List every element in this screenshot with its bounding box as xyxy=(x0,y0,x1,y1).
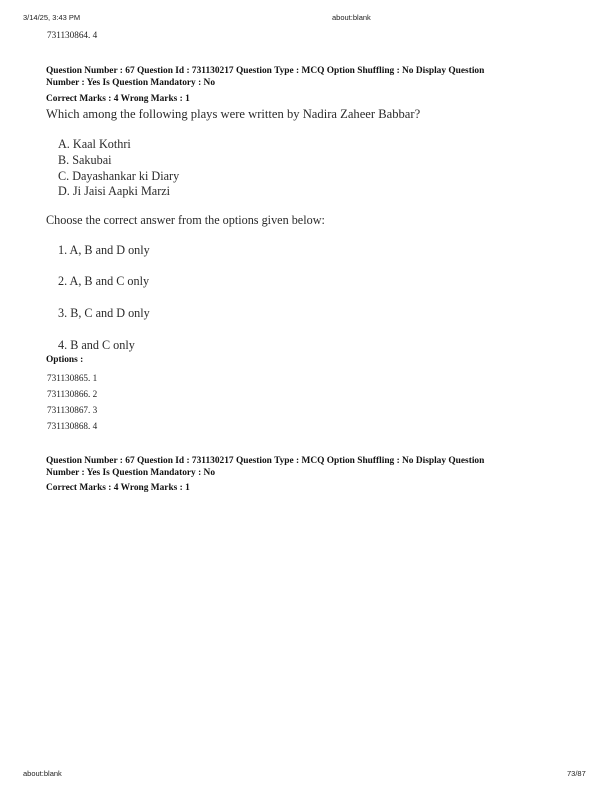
print-datetime: 3/14/25, 3:43 PM xyxy=(23,13,81,22)
list-item-b: B. Sakubai xyxy=(58,153,112,167)
list-item-c: C. Dayashankar ki Diary xyxy=(58,169,180,183)
question-meta-line-1: Question Number : 67 Question Id : 731130217 Question Type : MCQ Option Shuffling : No Display Question xyxy=(46,66,485,76)
print-page-number: 73/87 xyxy=(567,769,586,778)
list-item-d: D. Ji Jaisi Aapki Marzi xyxy=(58,184,171,198)
options-label: Options : xyxy=(46,355,84,365)
answer-choice-2: 2. A, B and C only xyxy=(58,274,150,288)
list-item-a: A. Kaal Kothri xyxy=(58,137,131,151)
answer-choice-3: 3. B, C and D only xyxy=(58,306,150,320)
question-meta-line-2: Number : Yes Is Question Mandatory : No xyxy=(46,78,216,88)
print-footer-url: about:blank xyxy=(23,769,62,778)
option-id-3: 731130867. 3 xyxy=(47,405,98,415)
option-id-1: 731130865. 1 xyxy=(47,373,98,383)
answer-choice-1: 1. A, B and D only xyxy=(58,243,150,257)
instruction-text: Choose the correct answer from the options given below: xyxy=(46,213,325,227)
option-id-4: 731130868. 4 xyxy=(47,421,98,431)
question-meta-line-1-repeat: Question Number : 67 Question Id : 731130217 Question Type : MCQ Option Shuffling : No Display Question xyxy=(46,456,485,466)
answer-choice-4: 4. B and C only xyxy=(58,338,135,352)
option-id-2: 731130866. 2 xyxy=(47,389,98,399)
question-text: Which among the following plays were written by Nadira Zaheer Babbar? xyxy=(46,107,421,121)
option-id-previous: 731130864. 4 xyxy=(47,30,98,40)
question-marks: Correct Marks : 4 Wrong Marks : 1 xyxy=(46,94,190,104)
print-page-title: about:blank xyxy=(332,13,371,22)
question-marks-repeat: Correct Marks : 4 Wrong Marks : 1 xyxy=(46,483,190,493)
question-meta-line-2-repeat: Number : Yes Is Question Mandatory : No xyxy=(46,468,216,478)
